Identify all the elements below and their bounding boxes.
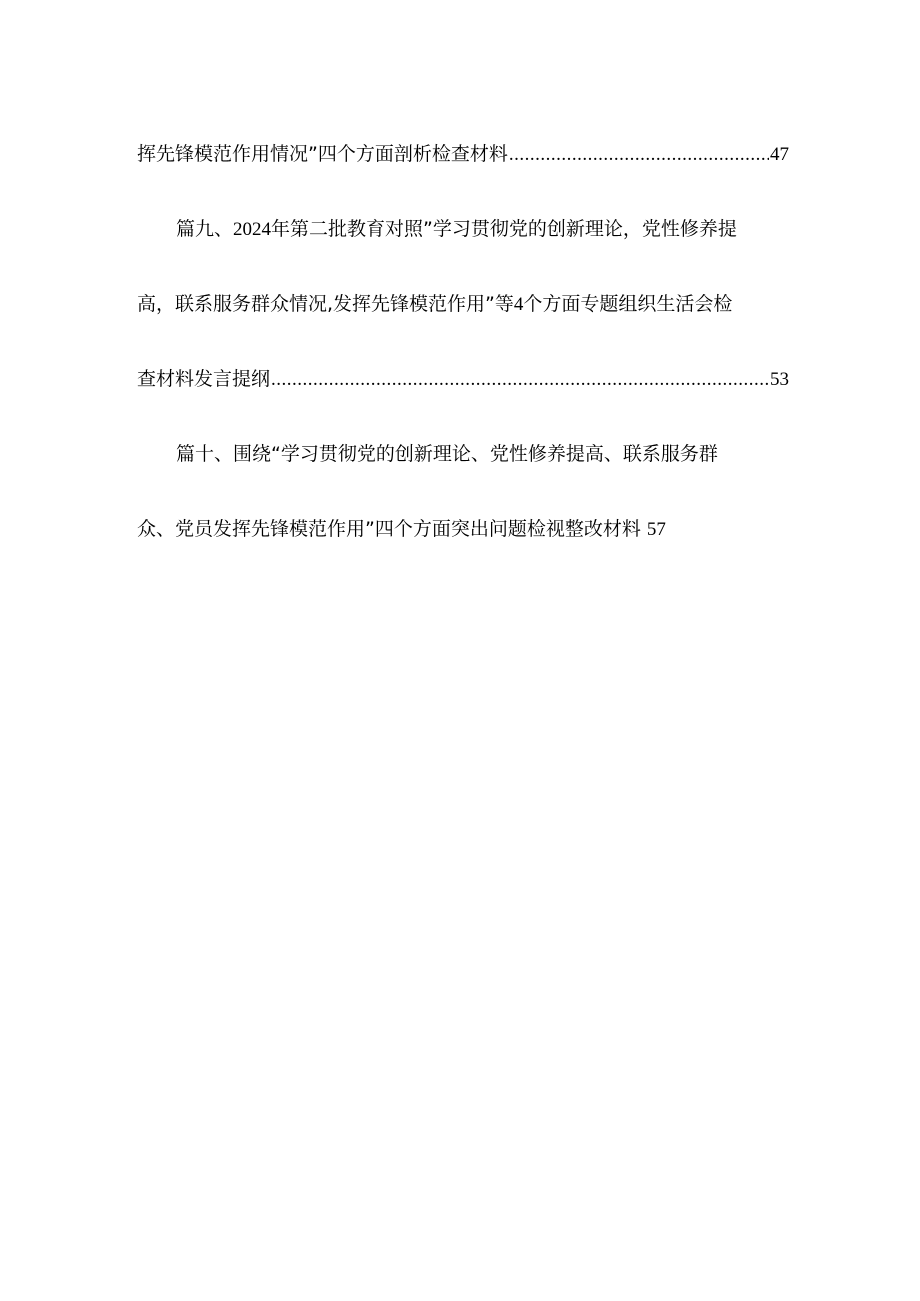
toc-entry-year: 2024 [233,219,272,240]
toc-entry-prefix: 篇九、 [176,218,234,240]
toc-entry-9-line-2[interactable] [137,286,789,322]
toc-page-number: 53 [770,369,789,390]
toc-leader-dots [271,362,769,397]
table-of-contents [137,136,789,547]
toc-entry-text: 篇十、围绕“学习贯彻党的创新理论、党性修养提高、联系服务群 [176,443,718,465]
toc-leader-dots [509,137,769,172]
toc-entry-text: 挥先锋模范作用情况”四个方面剖析检查材料 [137,143,508,165]
toc-entry-text: 个方面专题组织生活会检 [523,293,733,315]
toc-entry-10-line-1[interactable] [137,436,789,472]
toc-page-number: 57 [646,519,666,540]
toc-entry-number: 4 [513,294,524,315]
toc-entry-text: 年第二批教育对照”学习贯彻党的创新理论，党性修养提 [271,218,737,240]
toc-entry-9-line-1[interactable] [137,211,789,247]
toc-entry-text: 众、党员发挥先锋模范作用”四个方面突出问题检视整改材料 [137,518,641,540]
toc-entry-text: 查材料发言提纲 [137,368,271,390]
toc-entry-8-tail[interactable] [137,136,789,172]
toc-page-number: 47 [770,144,789,165]
toc-entry-text: 高，联系服务群众情况,发挥先锋模范作用”等 [137,293,514,315]
toc-entry-9-line-3[interactable] [137,361,789,397]
toc-entry-10-line-2[interactable] [137,511,789,547]
